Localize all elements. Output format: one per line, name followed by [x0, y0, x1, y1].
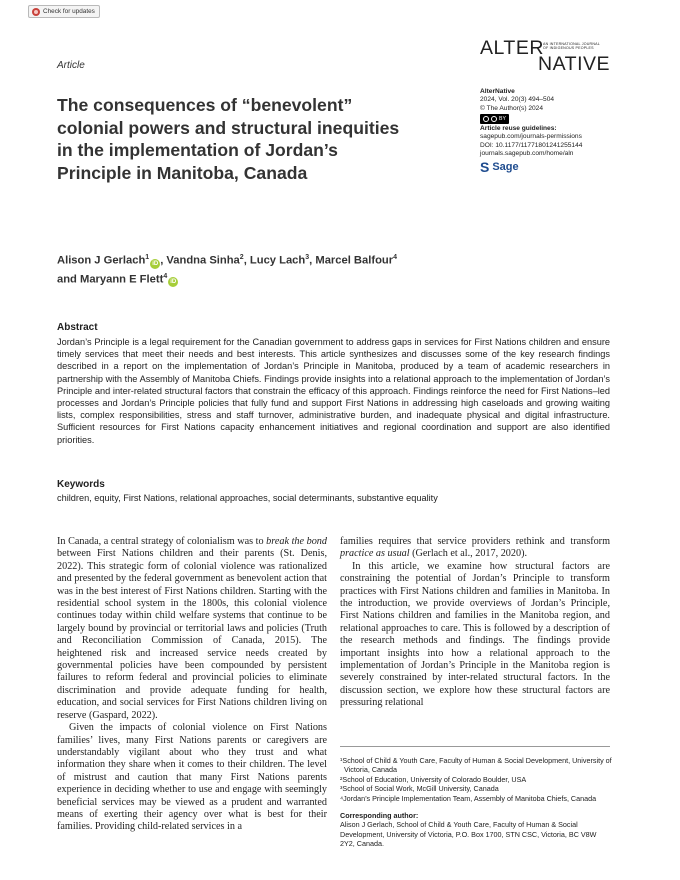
article-type-label: Article — [57, 60, 85, 71]
body-column-right — [340, 536, 610, 710]
footnote-divider — [340, 746, 610, 747]
abstract-text: Jordan’s Principle is a legal requirement for the Canadian government to address gaps in services for First Nations children and ensure timely services that meet their needs and best interests. This article synthesizes and discusses some of the key research findings described in a report on the implementation of Jordan’s Principle in Manitoba, produced by a team of academic researchers in partnership with the Assembly of Manitoba Chiefs. Findings provide insights into a relational approach to the implementation of Jordan’s Principle and inter-related structural factors that constrain the efficacy of this approach. Findings reinforce the need for First Nations–led processes and Jordan’s Principle policies that fully fund and support First Nations in addressing high caseloads and growing waiting lists, complex responsibilities, stress and staff turnover, administrative burden, and inadequate physical and digital infrastructure. Sufficient resources for First Nations capacity enhancement initiatives and regional coordination and support are also identified priorities. — [57, 337, 610, 445]
affiliation-footnote: ³School of Social Work, McGill University, Canada — [340, 784, 499, 794]
reuse-heading: Article reuse guidelines: — [480, 125, 557, 133]
body-column-left — [57, 536, 327, 834]
check-for-updates-button[interactable] — [28, 5, 100, 18]
author-name: Vandna Sinha — [166, 254, 240, 267]
abstract-heading: Abstract — [57, 322, 98, 333]
footnotes — [340, 756, 612, 849]
cc-license-icon: BY — [480, 114, 509, 124]
author-name: Maryann E Flett — [80, 273, 164, 286]
journal-meta — [480, 88, 640, 174]
keywords-text: children, equity, First Nations, relational approaches, social determinants, substantive equality — [57, 493, 438, 503]
body-paragraph: families requires that service providers rethink and transform practice as usual (Gerlach et al., 2017, 2020). — [340, 536, 610, 560]
journal-link[interactable]: journals.sagepub.com/home/aln — [480, 150, 574, 158]
publisher-logo — [480, 160, 640, 174]
keywords-heading: Keywords — [57, 479, 105, 490]
article-title: The consequences of “benevolent” colonial powers and structural inequities in the implementation of Jordan’s Principle in Manitoba, Canada — [57, 95, 400, 183]
orcid-icon[interactable]: iD — [170, 279, 177, 286]
author-name: Marcel Balfour — [315, 254, 394, 267]
orcid-icon[interactable]: iD — [152, 260, 159, 267]
publisher-name: Sage — [492, 161, 519, 174]
copyright: © The Author(s) 2024 — [480, 104, 544, 112]
reuse-link[interactable]: sagepub.com/journals-permissions — [480, 133, 582, 141]
doi[interactable]: DOI: 10.1177/11771801241255144 — [480, 141, 583, 149]
body-paragraph: Given the impacts of colonial violence on First Nations families’ lives, many First Nations parents or caregivers are understandably vigilant about who they trust and what information they share when it comes to their children. The level of mistrust and caution that many First Nations parents experience in deciding whether to use and engage with seemingly beneficial services may be viewed as a prudent and warranted means of exerting their agency over what is best for their families. Providing child-related services in a — [57, 722, 327, 833]
body-paragraph: In Canada, a central strategy of colonialism was to break the bond between First Nations children and their parents (St. Denis, 2022). This strategic form of colonial violence was rationalized and presented by the federal government as benevolent action that was in the best interest of First Nations children. Starting with the residential school system in the 1800s, this colonial violence continues today within child welfare systems that continue to be largely bound by provincial or territorial laws and policies (Truth and Reconciliation Commission of Canada, 2015). The heightened risk and increased service needs created by governmental policies have been compounded by persistent failures to reform federal and provincial policies to eliminate discrimination and provide adequate funding for health, education, and social services for First Nations children living on reserve (Gaspard, 2022). — [57, 536, 327, 721]
volume-info: 2024, Vol. 20(3) 494–504 — [480, 96, 555, 104]
author-list: Alison J Gerlach$^1$iD , Vandna Sinha$^2$, Lucy Lach$^3$, Marcel Balfour$^4$ and Maryann E Flett$^4$iD — [57, 254, 397, 286]
author-name: Lucy Lach — [249, 254, 306, 267]
crossmark-icon — [32, 8, 40, 16]
corresponding-heading: Corresponding author: — [340, 811, 419, 821]
logo-native: NATIVE — [538, 53, 610, 75]
affiliation-footnote: ⁴Jordan’s Principle Implementation Team, Assembly of Manitoba Chiefs, Canada — [340, 793, 597, 803]
author-name: Alison J Gerlach — [57, 254, 146, 267]
journal-name: AlterNative — [480, 88, 515, 95]
affiliation-footnote: ²School of Education, University of Colorado Boulder, USA — [340, 774, 527, 784]
logo-alter: ALTER — [480, 37, 544, 59]
journal-logo — [480, 38, 610, 76]
logo-tagline: AN INTERNATIONAL JOURNAL OF INDIGENOUS PEOPLES — [543, 42, 600, 51]
affiliation-footnote: ¹School of Child & Youth Care, Faculty of Human & Social Development, University of Victoria, Canada — [340, 756, 612, 775]
body-paragraph: In this article, we examine how structural factors are constraining the potential of Jordan’s Principle to transform practices with First Nations children and families in Manitoba. In the introduction, we provide overviews of Jordan’s Principle, First Nations children and families in the Manitoba region, and relational approaches to care. This is followed by a description of the research methods and findings. The findings provide important insights into how a relational approach to the implementation of Jordan’s Principle in the Manitoba region is severely constrained by inter-related structural factors. In the discussion section, we explore how these structural factors are pressuring relational — [340, 560, 610, 709]
check-for-updates-label: Check for updates — [43, 8, 95, 15]
corresponding-text: Alison J Gerlach, School of Child & Youth Care, Faculty of Human & Social Development, University of Victoria, P.O. Box 1700, STN CSC, Victoria, BC V8W 2Y2, Canada. — [340, 820, 597, 849]
sage-s-icon: S — [480, 159, 490, 176]
